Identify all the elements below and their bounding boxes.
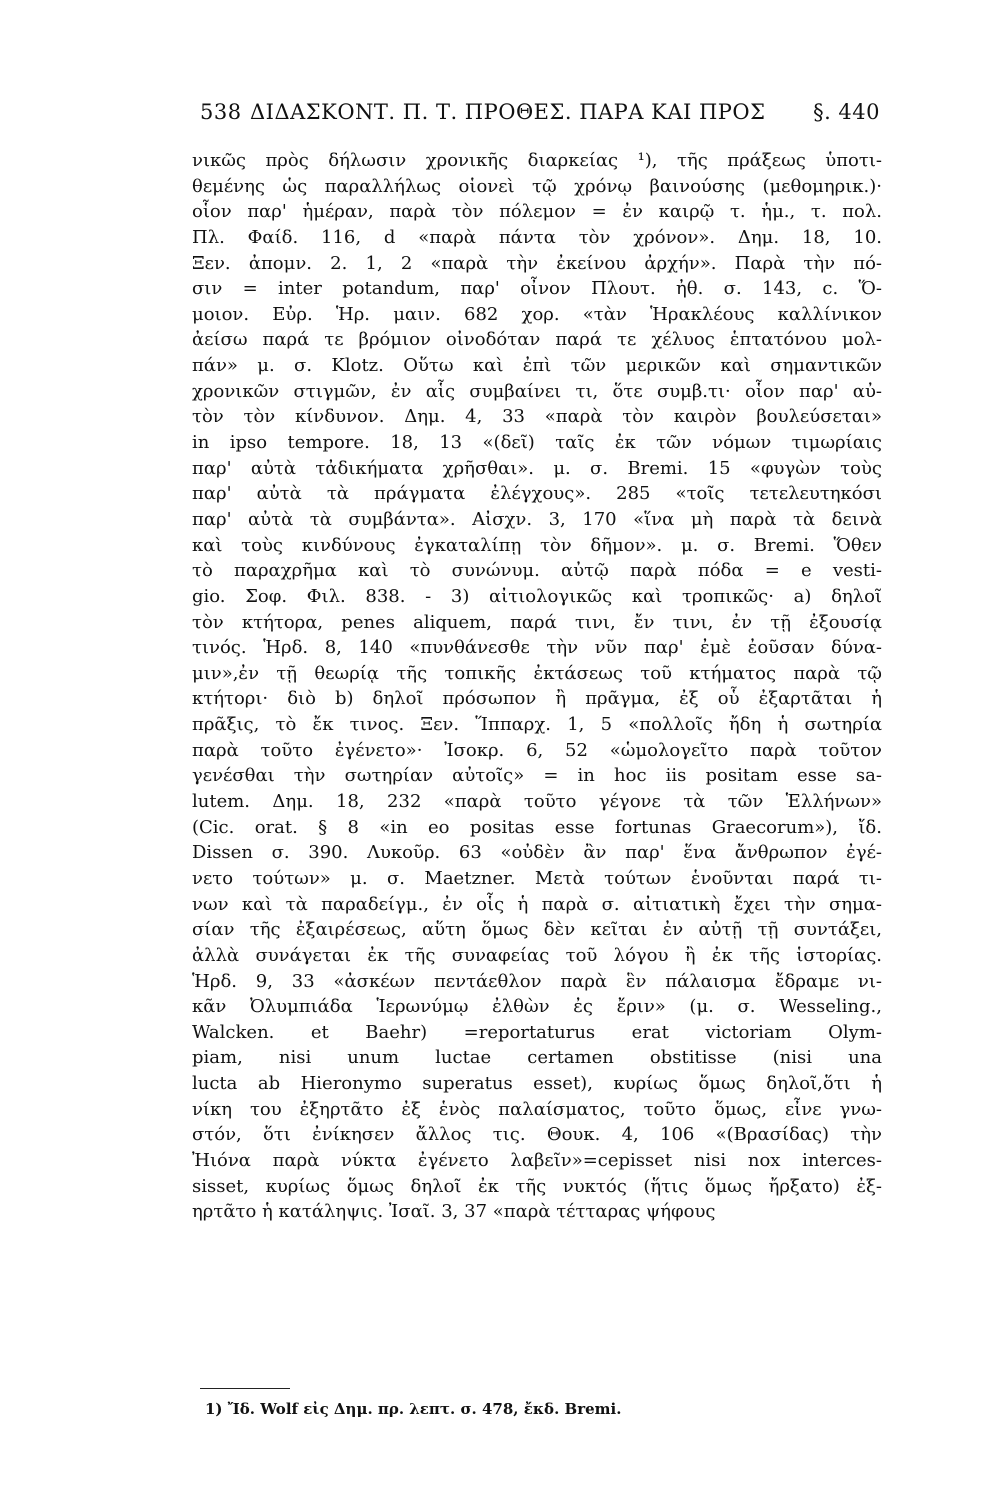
text-line: Walcken. et Baehr) =reportaturus erat victoriam Olym- — [192, 1021, 882, 1043]
text-line: τινός. Ἡρδ. 8, 140 «πυνθάνεσθε τὴν νῦν παρ' ἐμὲ ἐοῦσαν δύνα- — [192, 637, 882, 659]
footnote-rule — [200, 1388, 290, 1389]
text-line: χρονικῶν στιγμῶν, ἐν αἷς συμβαίνει τι, ὅτε συμβ.τι· οἷον παρ' αὐ- — [192, 380, 882, 402]
text-line: τὸ παραχρῆμα καὶ τὸ συνώνυμ. αὐτῷ παρὰ πόδα = e vesti- — [192, 560, 882, 582]
text-line: σιν = inter potandum, παρ' οἶνον Πλουτ. ἠθ. σ. 143, c. Ὅ- — [192, 278, 882, 300]
text-line: νετο τούτων» μ. σ. Maetzner. Μετὰ τούτων ἑνοῦνται παρά τι- — [192, 867, 882, 889]
text-line: Ξεν. ἀπομν. 2. 1, 2 «παρὰ τὴν ἐκείνου ἀρχήν». Παρὰ τὴν πό- — [192, 252, 882, 274]
text-line: Πλ. Φαίδ. 116, d «παρὰ πάντα τὸν χρόνον». Δημ. 18, 10. — [192, 226, 882, 248]
text-line: παρ' αὐτὰ τὰ πράγματα ἐλέγχους». 285 «τοῖς τετελευτηκόσι — [192, 483, 882, 505]
text-line: παρ' αὐτὰ τἀδικήματα χρῆσθαι». μ. σ. Bremi. 15 «φυγὼν τοὺς — [192, 457, 882, 479]
text-line: καὶ τοὺς κινδύνους ἐγκαταλίπῃ τὸν δῆμον». μ. σ. Bremi. Ὅθεν — [192, 534, 882, 556]
text-line: νίκη του ἐξηρτᾶτο ἐξ ἑνὸς παλαίσματος, τοῦτο ὅμως, εἶνε γνω- — [192, 1098, 882, 1120]
footnote: 1) Ἴδ. Wolf εἰς Δημ. πρ. λεπτ. σ. 478, ἔκδ. Bremi. — [205, 1400, 622, 1418]
text-line: in ipso tempore. 18, 13 «(δεῖ) ταῖς ἐκ τῶν νόμων τιμωρίαις — [192, 432, 882, 454]
text-line: gio. Σοφ. Φιλ. 838. - 3) αἰτιολογικῶς καὶ τροπικῶς· a) δηλοῖ — [192, 585, 882, 607]
text-line: (Cic. orat. § 8 «in eo positas esse fortunas Graecorum»), ἴδ. — [192, 816, 882, 838]
text-line: σίαν τῆς ἐξαιρέσεως, αὕτη ὅμως δὲν κεῖται ἐν αὐτῇ τῇ συντάξει, — [192, 919, 882, 941]
text-line: Ἡρδ. 9, 33 «ἀσκέων πεντάεθλον παρὰ ἓν πάλαισμα ἔδραμε νι- — [192, 970, 882, 992]
text-line: μιν»,ἐν τῇ θεωρίᾳ τῆς τοπικῆς ἐκτάσεως τοῦ κτήματος παρὰ τῷ — [192, 662, 882, 684]
text-line: στόν, ὅτι ἐνίκησεν ἄλλος τις. Θουκ. 4, 106 «(Βρασίδας) τὴν — [192, 1124, 882, 1146]
text-line: νικῶς πρὸς δήλωσιν χρονικῆς διαρκείας ¹), τῆς πράξεως ὑποτι- — [192, 150, 882, 171]
text-line: τὸν τὸν κίνδυνον. Δημ. 4, 33 «παρὰ τὸν καιρὸν βουλεύσεται» — [192, 406, 882, 428]
text-line: οἷον παρ' ἡμέραν, παρὰ τὸν πόλεμον = ἐν καιρῷ τ. ἡμ., τ. πολ. — [192, 201, 882, 223]
text-line: παρὰ τοῦτο ἐγένετο»· Ἰσοκρ. 6, 52 «ὡμολογεῖτο παρὰ τοῦτον — [192, 739, 882, 761]
text-line: μοιον. Εὐρ. Ἡρ. μαιν. 682 χορ. «τὰν Ἡρακλέους καλλίνικον — [192, 303, 882, 325]
text-line: θεμένης ὡς παραλλήλως οἱονεὶ τῷ χρόνῳ βαινούσης (μεθομηρικ.)· — [192, 175, 882, 197]
text-line: τὸν κτήτορα, penes aliquem, παρά τινι, ἔν τινι, ἐν τῇ ἐξουσίᾳ — [192, 611, 882, 633]
text-line: ἀλλὰ συνάγεται ἐκ τῆς συναφείας τοῦ λόγου ἢ ἐκ τῆς ἱστορίας. — [192, 944, 882, 966]
text-line: ηρτᾶτο ἡ κατάληψις. Ἰσαῖ. 3, 37 «παρὰ τέτταρας ψήφους — [192, 1201, 716, 1223]
text-line: γενέσθαι τὴν σωτηρίαν αὐτοῖς» = in hoc iis positam esse sa- — [192, 765, 882, 787]
text-line: κτήτορι· διὸ b) δηλοῖ πρόσωπον ἢ πρᾶγμα, ἐξ οὗ ἐξαρτᾶται ἡ — [192, 688, 882, 710]
text-line: sisset, κυρίως ὅμως δηλοῖ ἐκ τῆς νυκτός (ἥτις ὅμως ἤρξατο) ἐξ- — [192, 1175, 882, 1197]
text-line: νων καὶ τὰ παραδείγμ., ἐν οἷς ἡ παρὰ σ. αἰτιατικὴ ἔχει τὴν σημα- — [192, 893, 882, 915]
text-line: lutem. Δημ. 18, 232 «παρὰ τοῦτο γέγονε τὰ τῶν Ἑλλήνων» — [192, 791, 882, 813]
page-number: 538 — [200, 100, 242, 124]
text-line: ἀείσω παρά τε βρόμιον οἰνοδόταν παρά τε χέλυος ἑπτατόνου μολ- — [192, 329, 882, 351]
text-line: παρ' αὐτὰ τὰ συμβάντα». Αἰσχν. 3, 170 «ἵνα μὴ παρὰ τὰ δεινὰ — [192, 508, 882, 530]
text-line: Ἠιόνα παρὰ νύκτα ἐγένετο λαβεῖν»=cepisset nisi nox interces- — [192, 1149, 882, 1171]
text-line: piam, nisi unum luctae certamen obstitisse (nisi una — [192, 1047, 882, 1069]
text-line: κᾶν Ὀλυμπιάδα Ἱερωνύμῳ ἐλθὼν ἐς ἔριν» (μ. σ. Wesseling., — [192, 996, 882, 1018]
text-line: lucta ab Hieronymo superatus esset), κυρίως ὅμως δηλοῖ,ὅτι ἡ — [192, 1073, 882, 1095]
text-line: πάν» μ. σ. Klotz. Οὕτω καὶ ἐπὶ τῶν μερικῶν καὶ σημαντικῶν — [192, 355, 882, 377]
text-line: Dissen σ. 390. Λυκοῦρ. 63 «οὐδὲν ἂν παρ' ἕνα ἄνθρωπον ἐγέ- — [192, 842, 882, 864]
running-title: ΔΙΔΑΣΚΟΝΤ. Π. Τ. ΠΡΟΘΕΣ. ΠΑΡΑ ΚΑΙ ΠΡΟΣ — [250, 100, 766, 124]
text-line: πρᾶξις, τὸ ἔκ τινος. Ξεν. Ἵππαρχ. 1, 5 «πολλοῖς ἤδη ἡ σωτηρία — [192, 714, 882, 736]
section-number: §. 440 — [813, 100, 880, 124]
running-header — [200, 100, 880, 134]
body-text — [192, 148, 882, 1225]
